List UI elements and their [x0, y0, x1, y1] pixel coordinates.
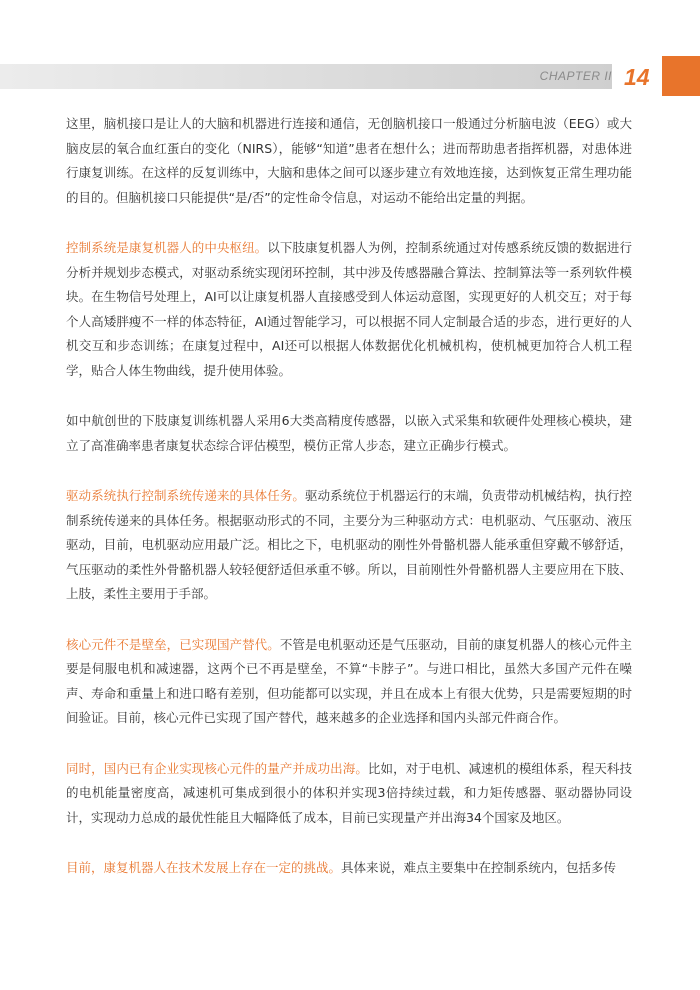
- paragraph-text: 比如，对于电机、减速机的模组体系，程天科技的电机能量密度高，减速机可集成到很小的体积并实现3倍持续过载，和力矩传感器、驱动器协同设计，实现动力总成的最优性能且大幅降低了成本，目前已实现量产并出海34个国家及地区。: [66, 760, 632, 825]
- paragraph-lead: 目前，康复机器人在技术发展上存在一定的挑战。: [66, 860, 342, 875]
- edge-tab: [662, 56, 700, 96]
- page-number: 14: [624, 64, 650, 90]
- paragraph-drive-system: [66, 484, 632, 607]
- paragraph-lead: 核心元件不是壁垒，已实现国产替代。: [66, 636, 280, 652]
- paragraph-sensor-example: [66, 409, 632, 458]
- paragraph-lead: 控制系统是康复机器人的中央枢纽。: [66, 240, 268, 255]
- paragraph-control-system: [66, 236, 632, 383]
- paragraph-text: 如中航创世的下肢康复训练机器人采用6大类高精度传感器，以嵌入式采集和软硬件处理核心模块，建立了高准确率患者康复状态综合评估模型，模仿正常人步态，建立正确步行模式。: [66, 413, 632, 453]
- paragraph-lead: 同时，国内已有企业实现核心元件的量产并成功出海。: [66, 760, 368, 776]
- paragraph-text: 这里，脑机接口是让人的大脑和机器进行连接和通信，无创脑机接口一般通过分析脑电波（EEG）或大脑皮层的氧合血红蛋白的变化（NIRS），能够“知道”患者在想什么；进而帮助患者指挥机器，对患体进行康复训练。在这样的反复训练中，大脑和患体之间可以逐步建立有效地连接，达到恢复正常生理功能的目的。但脑机接口只能提供“是/否”的定性命令信息，对运动不能给出定量的判据。: [66, 116, 632, 205]
- paragraph-lead: 驱动系统执行控制系统传递来的具体任务。: [66, 488, 305, 503]
- paragraph-core-components: [66, 633, 632, 731]
- paragraph-text: 以下肢康复机器人为例，控制系统通过对传感系统反馈的数据进行分析并规划步态模式，对驱动系统实现闭环控制，其中涉及传感器融合算法、控制算法等一系列软件模块。在生物信号处理上，AI可以让康复机器人直接感受到人体运动意图，实现更好的人机交互；对于每个人高矮胖瘦不一样的体态特征，AI通过智能学习，可以根据不同人定制最合适的步态，进行更好的人机交互和步态训练；在康复过程中，AI还可以根据人体数据优化机械机构，使机械更加符合人机工程学，贴合人体生物曲线，提升使用体验。: [66, 240, 632, 378]
- paragraph-text: 不管是电机驱动还是气压驱动，目前的康复机器人的核心元件主要是伺服电机和减速器，这两个已不再是壁垒，不算“卡脖子”。与进口相比，虽然大多国产元件在噪声、寿命和重量上和进口略有差别，但功能都可以实现，并且在成本上有很大优势，只是需要短期的时间验证。目前，核心元件已实现了国产替代，越来越多的企业选择和国内头部元件商合作。: [66, 636, 632, 725]
- body-text: [66, 112, 632, 907]
- header-bar: [0, 64, 612, 89]
- paragraph-text: 具体来说，难点主要集中在控制系统内，包括多传: [341, 860, 617, 875]
- paragraph-text: 驱动系统位于机器运行的末端，负责带动机械结构，执行控制系统传递来的具体任务。根据驱动形式的不同，主要分为三种驱动方式：电机驱动、气压驱动、液压驱动，目前，电机驱动应用最广泛。相比之下，电机驱动的刚性外骨骼机器人能承重但穿戴不够舒适，气压驱动的柔性外骨骼机器人较轻便舒适但承重不够。所以，目前刚性外骨骼机器人主要应用在下肢、上肢，柔性主要用于手部。: [66, 488, 632, 601]
- paragraph-bci: [66, 112, 632, 210]
- paragraph-mass-production: [66, 757, 632, 831]
- chapter-label: CHAPTER II: [539, 69, 612, 83]
- paragraph-challenges: [66, 856, 632, 881]
